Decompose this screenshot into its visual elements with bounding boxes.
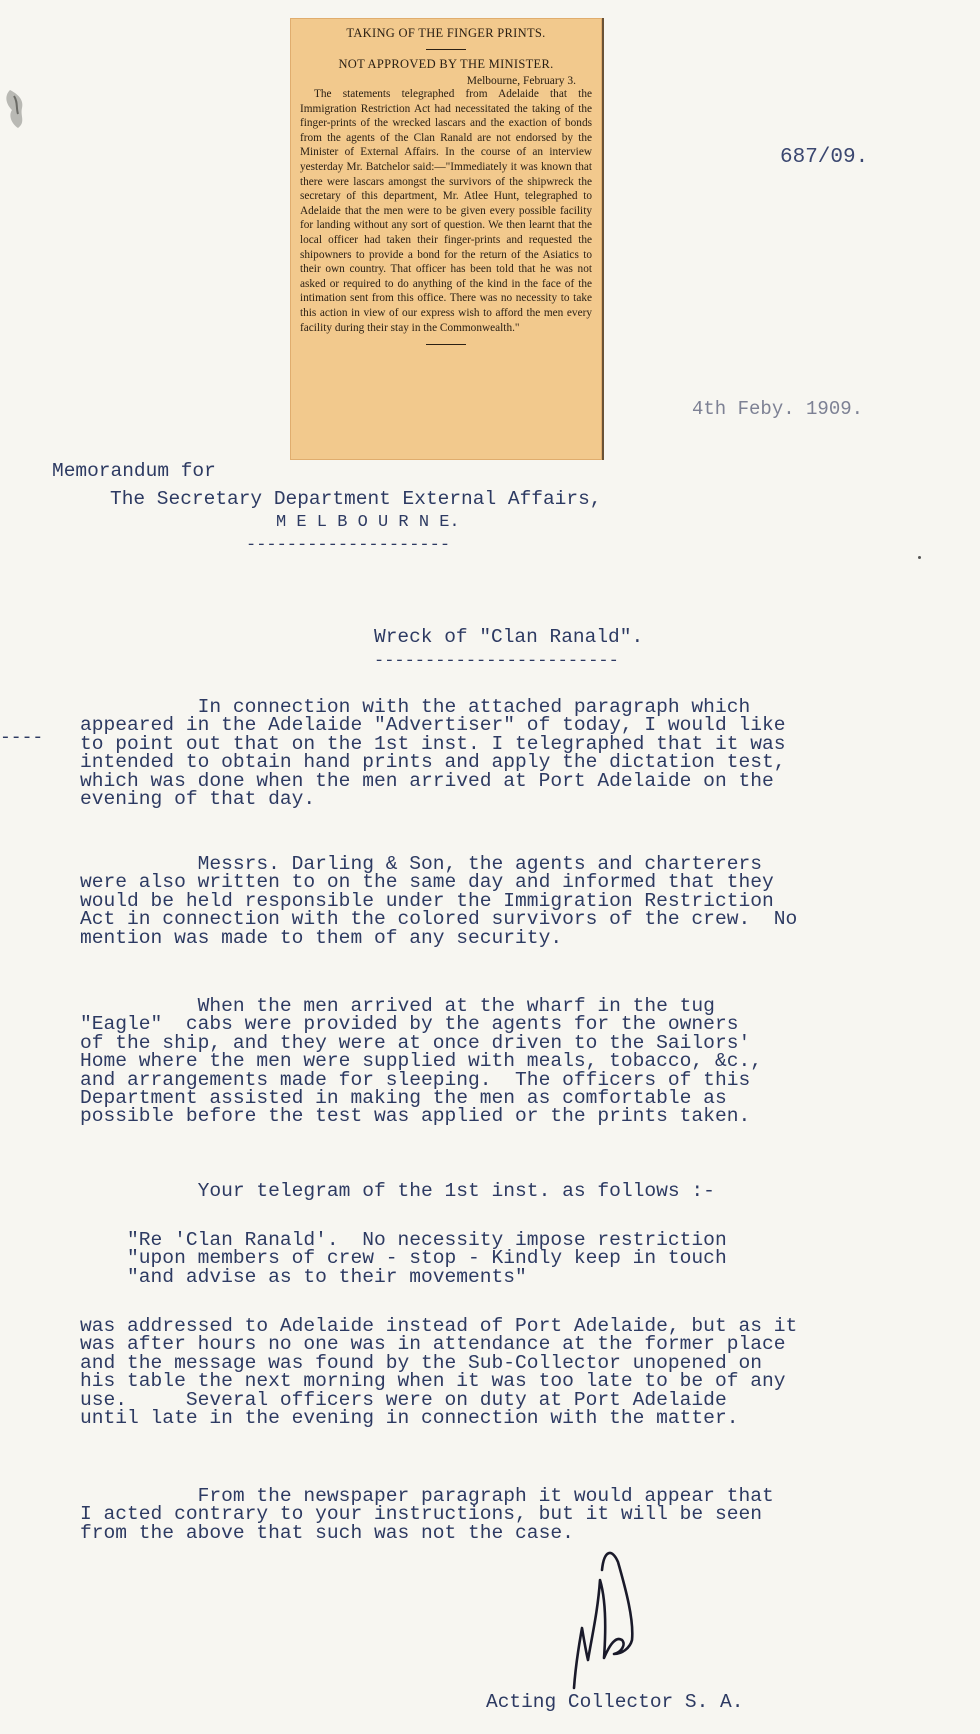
clipping-body: The statements telegraphed from Adelaide that the Immigration Restriction Act had necessitated the taking of the finger-prints of the wrecked lascars and the exaction of bonds from the agents of the Clan Ranald are not endorsed by the Minister of External Affairs. In the course of an interview yesterday Mr. Batchelor said:—"Immediately it was known that there were lascars amongst the survivors of the shipwreck the secretary of this department, Mr. Atlee Hunt, telegraphed to Adelaide that the men were to be given every possible facility for landing without any sort of question. We then learnt that the local officer had taken their finger-prints and requested the shipowners to provide a bond for the return of the Asiatics to their own country. That officer has been told that he was not asked or required to do anything of the kind in the face of the intimation sent from this office. There was no necessity to take this action in view of our express wish to afford the men every facility during their stay in the Commonwealth." — [300, 88, 592, 334]
paragraph-1: In connection with the attached paragraph which appeared in the Adelaide "Advertiser" of today, I would like to point out that on the 1st inst. I telegraphed that it was intended to obtain hand prints and apply the dictation test, which was done when the men arrived at Port Adelaide on the evening of that day. — [80, 696, 786, 811]
paper-speck — [918, 556, 921, 559]
clipping-end-rule — [426, 344, 466, 345]
clipping-rule — [426, 49, 466, 50]
memo-addressee: The Secretary Department External Affairs, — [110, 488, 602, 510]
memo-city: M E L B O U R N E. — [276, 513, 460, 532]
clipping-subhead: NOT APPROVED BY THE MINISTER. — [338, 57, 554, 71]
handwritten-signature — [560, 1540, 650, 1700]
file-reference: 687/09. — [780, 146, 869, 169]
memo-date: 4th Feby. 1909. — [692, 398, 864, 420]
paragraph-6: From the newspaper paragraph it would appear that I acted contrary to your instructions, but it will be seen from the above that such was not the case. — [80, 1485, 774, 1544]
memo-heading: Memorandum for — [52, 460, 216, 482]
subject-rule: ------------------------ — [374, 652, 619, 671]
margin-mark: ---- — [0, 728, 44, 748]
quoted-telegram: "Re 'Clan Ranald'. No necessity impose restriction "upon members of crew - stop - Kindly keep in touch "and advise as to their movements" — [127, 1229, 727, 1288]
torn-edge-mark — [4, 86, 32, 132]
clipping-dateline: Melbourne, February 3. — [466, 75, 576, 87]
subject-title: Wreck of "Clan Ranald". — [374, 626, 644, 648]
paragraph-3: When the men arrived at the wharf in the tug "Eagle" cabs were provided by the agents for the owners of the ship, and they were at once driven to the Sailors' Home where the men were supplied with meals, tobacco, &c., and arrangements made for sleeping. The officers of this Department assisted in making the men as comfortable as possible before the test was applied or the prints taken. — [80, 995, 762, 1128]
clipping-headline: TAKING OF THE FINGER PRINTS. — [346, 26, 546, 40]
signatory-title: Acting Collector S. A. — [486, 1691, 744, 1713]
paragraph-4: Your telegram of the 1st inst. as follows :- — [80, 1180, 715, 1202]
memo-rule: -------------------- — [246, 536, 451, 555]
newspaper-clipping — [290, 18, 604, 460]
paragraph-5: was addressed to Adelaide instead of Port Adelaide, but as it was after hours no one was in attendance at the former place and the message was found by the Sub-Collector unopened on his table the next morning when it was too late to be of any use. Several officers were on duty at Port Adelaide until late in the evening in connection with the matter. — [80, 1315, 798, 1430]
paragraph-2: Messrs. Darling & Son, the agents and charterers were also written to on the same day and informed that they would be held responsible under the Immigration Restriction Act in connection with the colored survivors of the crew. No mention was made to them of any security. — [80, 853, 798, 949]
